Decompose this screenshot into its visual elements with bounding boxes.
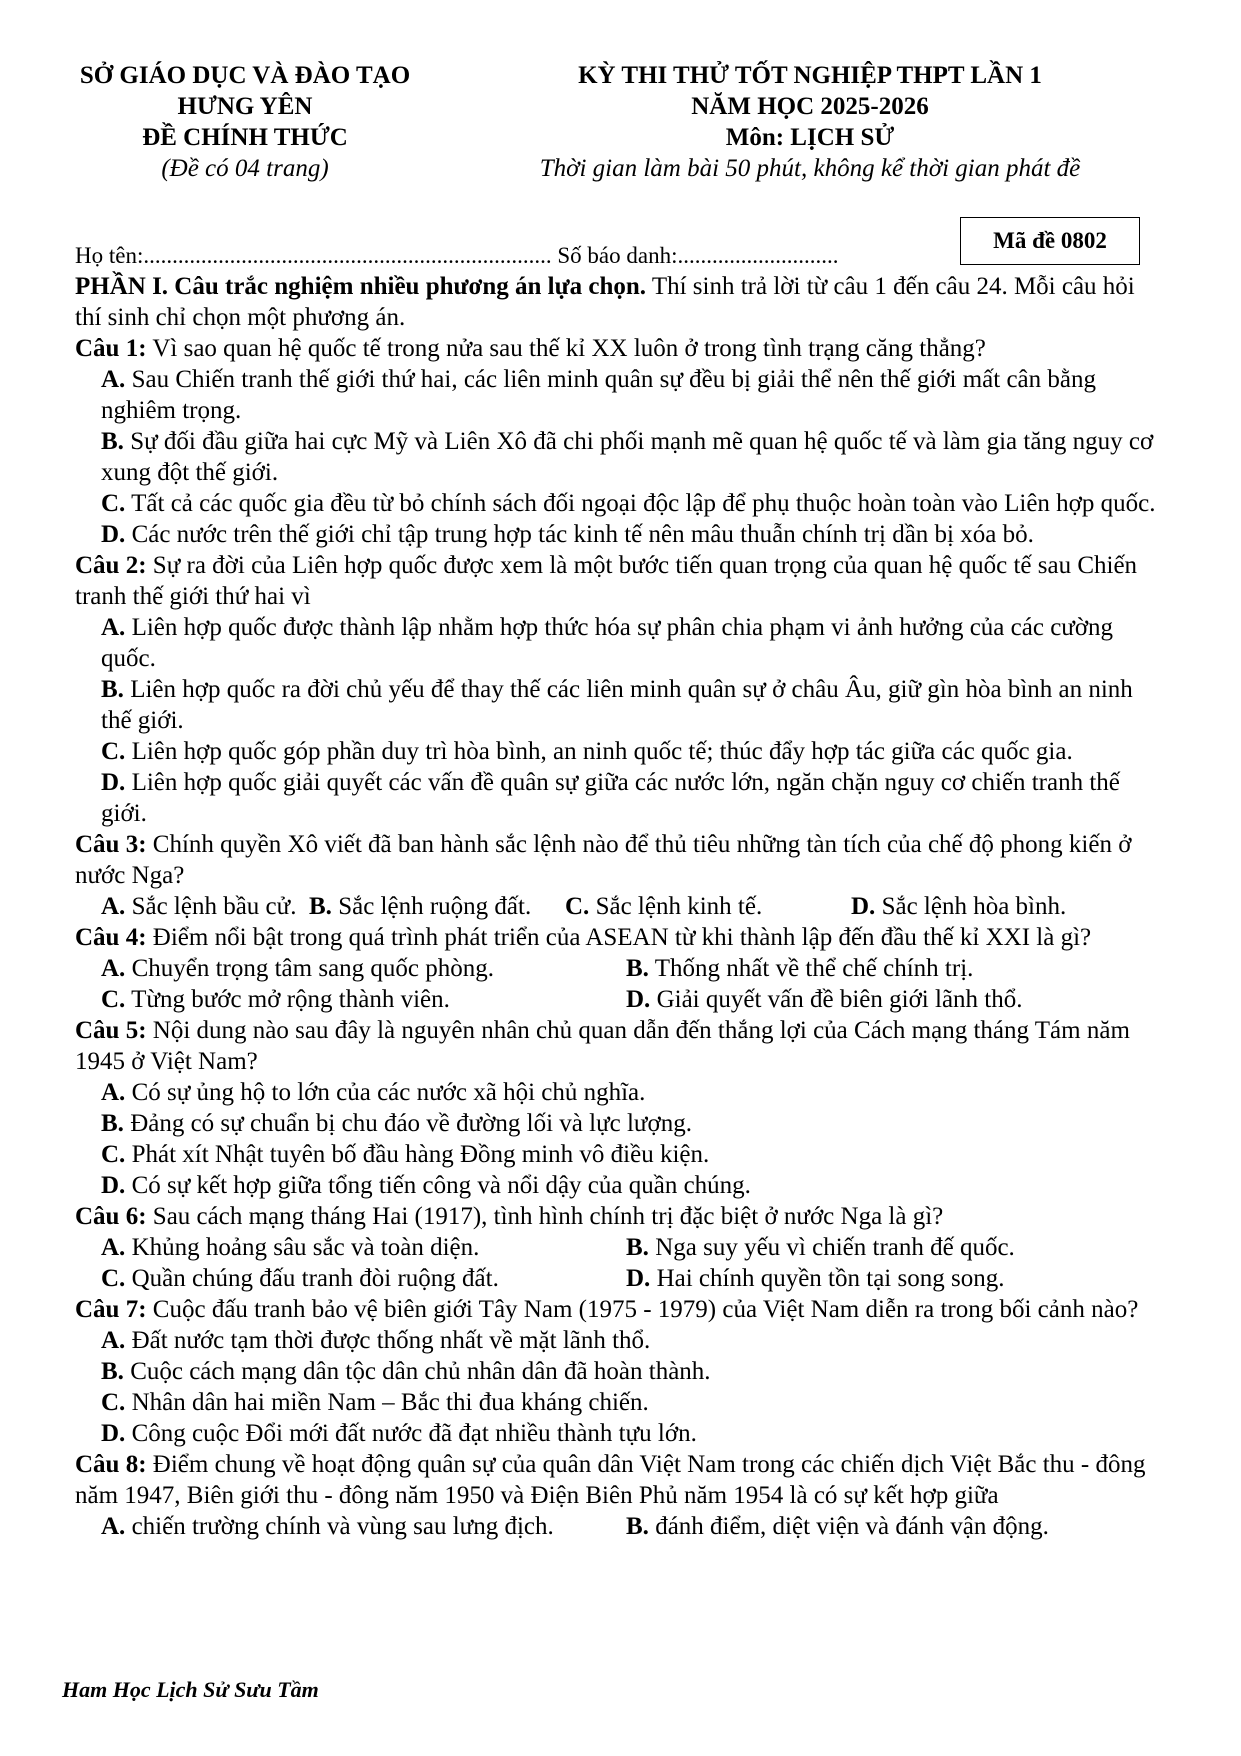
option-key: B. (309, 893, 332, 920)
option-key: A. (101, 955, 126, 982)
answer-option[interactable] (75, 736, 1165, 767)
header-right (500, 60, 1120, 184)
option-text: Sắc lệnh kinh tế. (595, 893, 763, 920)
option-text: đánh điểm, diệt viện và đánh vận động. (655, 1513, 1049, 1540)
option-key: D. (626, 1265, 651, 1292)
option-key: C. (101, 986, 126, 1013)
answer-option[interactable] (75, 1170, 1165, 1201)
option-key: A. (101, 1079, 126, 1106)
school-year: NĂM HỌC 2025-2026 (691, 93, 929, 120)
part1-instruction: Thí sinh trả lời từ câu 1 đến câu 24. Mỗi câu hỏi thí sinh chỉ chọn một phương án. (75, 273, 1135, 331)
question-label: Câu 1: (75, 335, 147, 362)
option-text: Các nước trên thế giới chỉ tập trung hợp tác kinh tế nên mâu thuẫn chính trị dần bị xóa bỏ. (131, 521, 1034, 548)
option-text: chiến trường chính và vùng sau lưng địch. (131, 1513, 554, 1540)
option-key: B. (626, 1234, 649, 1261)
option-text: Tất cả các quốc gia đều từ bỏ chính sách đối ngoại độc lập để phụ thuộc hoàn toàn vào Liên hợp quốc. (131, 490, 1156, 517)
option-text: Sắc lệnh bầu cử. (131, 893, 297, 920)
answer-option[interactable] (626, 984, 1022, 1015)
question-stem (75, 922, 1165, 953)
option-key: B. (626, 1513, 649, 1540)
option-text: Giải quyết vấn đề biên giới lãnh thổ. (656, 986, 1023, 1013)
answer-option[interactable] (75, 519, 1165, 550)
answer-option[interactable] (75, 767, 1165, 829)
province-name: HƯNG YÊN (177, 93, 313, 120)
question-stem (75, 1449, 1165, 1511)
option-key: D. (626, 986, 651, 1013)
answer-option[interactable] (626, 953, 973, 984)
answer-option[interactable] (75, 426, 1165, 488)
option-text: Chuyển trọng tâm sang quốc phòng. (131, 955, 495, 982)
question-label: Câu 2: (75, 552, 147, 579)
question-text: Chính quyền Xô viết đã ban hành sắc lệnh nào để thủ tiêu những tàn tích của chế độ phong kiến ở nước Nga? (75, 831, 1132, 889)
option-key: A. (101, 893, 126, 920)
option-text: Khủng hoảng sâu sắc và toàn diện. (131, 1234, 480, 1261)
answer-options-row (75, 984, 1165, 1015)
answer-option[interactable] (101, 953, 494, 984)
answer-option[interactable] (565, 891, 762, 922)
question-label: Câu 5: (75, 1017, 147, 1044)
option-text: Công cuộc Đổi mới đất nước đã đạt nhiều thành tựu lớn. (131, 1420, 697, 1447)
option-text: Sự đối đầu giữa hai cực Mỹ và Liên Xô đã chi phối mạnh mẽ quan hệ quốc tế và làm gia tăng nguy cơ xung đột thế giới. (101, 428, 1154, 486)
question-text: Vì sao quan hệ quốc tế trong nửa sau thế kỉ XX luôn ở trong tình trạng căng thẳng? (152, 335, 986, 362)
question-stem (75, 829, 1165, 891)
option-text: Hai chính quyền tồn tại song song. (656, 1265, 1005, 1292)
option-key: C. (101, 1389, 126, 1416)
candidate-line (75, 240, 1165, 271)
option-text: Liên hợp quốc được thành lập nhằm hợp thức hóa sự phân chia phạm vi ảnh hưởng của các cường quốc. (101, 614, 1114, 672)
part1-heading (75, 271, 1165, 333)
option-key: C. (101, 738, 126, 765)
question-stem (75, 550, 1165, 612)
option-key: B. (101, 676, 124, 703)
option-text: Nga suy yếu vì chiến tranh đế quốc. (655, 1234, 1015, 1261)
option-text: Có sự ủng hộ to lớn của các nước xã hội chủ nghĩa. (131, 1079, 646, 1106)
department-name: SỞ GIÁO DỤC VÀ ĐÀO TẠO (79, 62, 411, 89)
question-label: Câu 8: (75, 1451, 147, 1478)
option-key: C. (101, 1141, 126, 1168)
answer-option[interactable] (75, 364, 1165, 426)
question-text: Điểm chung về hoạt động quân sự của quân dân Việt Nam trong các chiến dịch Việt Bắc thu - đông năm 1947, Biên giới thu - đông năm 1950 và Điện Biên Phủ năm 1954 là có sự kết hợp giữa (75, 1451, 1146, 1509)
answer-option[interactable] (75, 1387, 1165, 1418)
question-label: Câu 3: (75, 831, 147, 858)
answer-option[interactable] (626, 1263, 1004, 1294)
option-key: B. (101, 1358, 124, 1385)
candidate-name-field[interactable]: Họ tên:....................................................................... (75, 243, 552, 268)
option-key: A. (101, 1327, 126, 1354)
option-text: Từng bước mở rộng thành viên. (131, 986, 450, 1013)
question-text: Cuộc đấu tranh bảo vệ biên giới Tây Nam (1975 - 1979) của Việt Nam diễn ra trong bối cảnh nào? (152, 1296, 1139, 1323)
option-text: Sau Chiến tranh thế giới thứ hai, các liên minh quân sự đều bị giải thể nên thế giới mất cân bằng nghiêm trọng. (101, 366, 1096, 424)
answer-option[interactable] (101, 891, 296, 922)
question-stem (75, 333, 1165, 364)
exam-body (75, 240, 1165, 1542)
option-key: B. (101, 1110, 124, 1137)
answer-options-row (75, 1263, 1165, 1294)
option-key: D. (101, 1420, 126, 1447)
answer-option[interactable] (75, 1139, 1165, 1170)
option-key: D. (101, 521, 126, 548)
exam-title: KỲ THI THỬ TỐT NGHIỆP THPT LẦN 1 (578, 62, 1042, 89)
answer-option[interactable] (101, 984, 450, 1015)
answer-option[interactable] (75, 1418, 1165, 1449)
option-key: A. (101, 1234, 126, 1261)
answer-option[interactable] (75, 674, 1165, 736)
answer-option[interactable] (851, 891, 1066, 922)
option-text: Thống nhất về thể chế chính trị. (654, 955, 974, 982)
answer-option[interactable] (101, 1511, 554, 1542)
answer-options-row (75, 1232, 1165, 1263)
option-text: Liên hợp quốc giải quyết các vấn đề quân sự giữa các nước lớn, ngăn chặn nguy cơ chiến tranh thế giới. (101, 769, 1120, 827)
option-text: Sắc lệnh hòa bình. (881, 893, 1067, 920)
footer-watermark: Ham Học Lịch Sử Sưu Tầm (62, 1677, 319, 1702)
option-key: A. (101, 614, 126, 641)
option-key: A. (101, 366, 126, 393)
option-text: Sắc lệnh ruộng đất. (338, 893, 532, 920)
answer-option[interactable] (101, 1232, 479, 1263)
exam-code-box: Mã đề 0802 (960, 217, 1140, 265)
answer-option[interactable] (75, 488, 1165, 519)
option-key: D. (101, 1172, 126, 1199)
option-text: Liên hợp quốc ra đời chủ yếu để thay thế các liên minh quân sự ở châu Âu, giữ gìn hòa bình an ninh thế giới. (101, 676, 1133, 734)
question-label: Câu 4: (75, 924, 147, 951)
question-text: Điểm nổi bật trong quá trình phát triển của ASEAN từ khi thành lập đến đầu thế kỉ XXI là gì? (152, 924, 1092, 951)
question-label: Câu 6: (75, 1203, 147, 1230)
option-text: Cuộc cách mạng dân tộc dân chủ nhân dân đã hoàn thành. (130, 1358, 711, 1385)
question-text: Nội dung nào sau đây là nguyên nhân chủ quan dẫn đến thắng lợi của Cách mạng tháng Tám năm 1945 ở Việt Nam? (75, 1017, 1130, 1075)
answer-options-row (75, 891, 1165, 922)
option-key: C. (565, 893, 590, 920)
header-left (60, 60, 430, 184)
option-key: D. (101, 769, 126, 796)
answer-option[interactable] (75, 1077, 1165, 1108)
option-text: Quần chúng đấu tranh đòi ruộng đất. (131, 1265, 499, 1292)
option-key: A. (101, 1513, 126, 1540)
page-count-note: (Đề có 04 trang) (161, 155, 329, 182)
option-key: B. (101, 428, 124, 455)
answer-option[interactable] (101, 1263, 499, 1294)
answer-option[interactable] (309, 891, 531, 922)
answer-option[interactable] (75, 612, 1165, 674)
official-label: ĐỀ CHÍNH THỨC (142, 124, 348, 151)
subject: Môn: LỊCH SỬ (725, 124, 895, 151)
question-stem (75, 1015, 1165, 1077)
option-key: C. (101, 490, 126, 517)
question-stem (75, 1294, 1165, 1325)
question-stem (75, 1201, 1165, 1232)
candidate-id-field[interactable]: Số báo danh:............................ (557, 243, 839, 268)
answer-options-row (75, 953, 1165, 984)
option-text: Nhân dân hai miền Nam – Bắc thi đua kháng chiến. (131, 1389, 649, 1416)
option-text: Liên hợp quốc góp phần duy trì hòa bình, an ninh quốc tế; thúc đẩy hợp tác giữa các quốc gia. (131, 738, 1073, 765)
option-text: Đảng có sự chuẩn bị chu đáo về đường lối và lực lượng. (130, 1110, 692, 1137)
part1-title: PHẦN I. Câu trắc nghiệm nhiều phương án lựa chọn. (75, 273, 647, 300)
option-text: Phát xít Nhật tuyên bố đầu hàng Đồng minh vô điều kiện. (131, 1141, 710, 1168)
option-key: D. (851, 893, 876, 920)
answer-options-row (75, 1511, 1165, 1542)
option-text: Có sự kết hợp giữa tổng tiến công và nổi dậy của quần chúng. (131, 1172, 751, 1199)
answer-option[interactable] (75, 1356, 1165, 1387)
answer-option[interactable] (75, 1325, 1165, 1356)
option-key: B. (626, 955, 649, 982)
question-text: Sau cách mạng tháng Hai (1917), tình hình chính trị đặc biệt ở nước Nga là gì? (152, 1203, 944, 1230)
time-limit: Thời gian làm bài 50 phút, không kể thời gian phát đề (539, 155, 1081, 182)
answer-option[interactable] (75, 1108, 1165, 1139)
question-text: Sự ra đời của Liên hợp quốc được xem là một bước tiến quan trọng của quan hệ quốc tế sau Chiến tranh thế giới thứ hai vì (75, 552, 1138, 610)
answer-option[interactable] (626, 1511, 1049, 1542)
answer-option[interactable] (626, 1232, 1015, 1263)
option-key: C. (101, 1265, 126, 1292)
question-label: Câu 7: (75, 1296, 147, 1323)
option-text: Đất nước tạm thời được thống nhất về mặt lãnh thổ. (131, 1327, 651, 1354)
